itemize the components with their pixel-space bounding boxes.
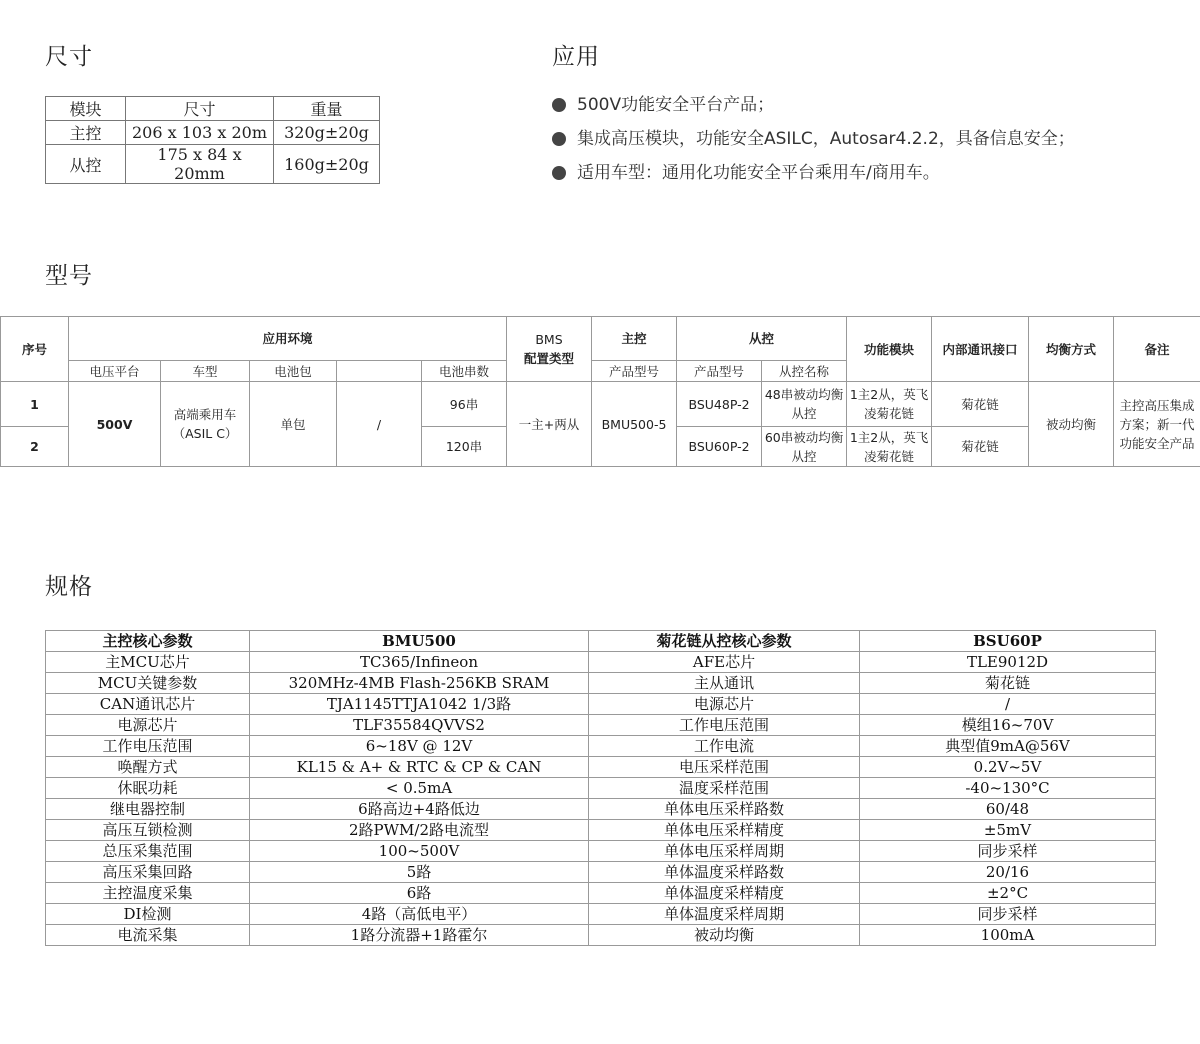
table-cell: 单体温度采样精度 [589,883,860,904]
vehicle-cell [161,382,250,467]
table-cell: 菊花链 [860,673,1156,694]
subheader-master-model: 产品型号 [592,361,677,382]
bms-type-cell: 一主+两从 [507,382,592,467]
bullet-icon [552,166,566,180]
table-cell: DI检测 [46,904,250,925]
list-item [552,122,1075,156]
table-cell: 唤醒方式 [46,757,250,778]
subheader-cells: 电池串数 [422,361,507,382]
func-cell: 1主2从，英飞凌菊花链 [847,382,932,427]
row-index: 1 [1,382,69,427]
table-cell: 单体温度采样周期 [589,904,860,925]
table-cell: 320g±20g [274,121,380,145]
list-item-text: 适用车型：通用化功能安全平台乘用车/商用车。 [577,163,940,183]
table-cell: 模组16~70V [860,715,1156,736]
subheader-voltage: 电压平台 [69,361,161,382]
table-cell: 工作电压范围 [589,715,860,736]
table-cell: / [860,694,1156,715]
model-heading: 型号 [45,263,93,289]
table-cell: 320MHz-4MB Flash-256KB SRAM [250,673,589,694]
dimensions-heading: 尺寸 [45,44,93,70]
pack-cell: 单包 [250,382,337,467]
application-heading: 应用 [552,44,600,70]
table-cell: 高压采集回路 [46,862,250,883]
comm-cell: 菊花链 [932,427,1029,467]
table-cell: -40~130°C [860,778,1156,799]
table-cell: TJA1145TTJA1042 1/3路 [250,694,589,715]
table-cell: 单体电压采样精度 [589,820,860,841]
table-cell: ±5mV [860,820,1156,841]
voltage-cell: 500V [69,382,161,467]
table-row [46,799,1156,820]
table-header-cell: 模块 [46,97,126,121]
table-row [46,121,380,145]
table-row [46,757,1156,778]
table-row [46,694,1156,715]
table-row [1,382,1200,427]
table-cell: 被动均衡 [589,925,860,946]
remark-cell: 主控高压集成方案；新一代功能安全产品 [1114,382,1200,467]
comm-cell: 菊花链 [932,382,1029,427]
table-cell: 休眠功耗 [46,778,250,799]
table-row [46,904,1156,925]
subheader-pack: 电池包 [250,361,337,382]
table-cell: 电源芯片 [46,715,250,736]
table-row [46,883,1156,904]
spec-table [45,630,1156,946]
list-item-text: 集成高压模块，功能安全ASILC，Autosar4.2.2，具备信息安全； [577,129,1075,149]
table-cell: TC365/Infineon [250,652,589,673]
bullet-icon [552,132,566,146]
table-cell: TLE9012D [860,652,1156,673]
table-cell: 主控温度采集 [46,883,250,904]
table-cell: 6~18V @ 12V [250,736,589,757]
header-bms [507,317,592,382]
subheader-blank [337,361,422,382]
slave-name-cell: 48串被动均衡从控 [762,382,847,427]
dimensions-table [45,96,380,184]
header-balance: 均衡方式 [1029,317,1114,382]
table-cell: 继电器控制 [46,799,250,820]
table-cell: 60/48 [860,799,1156,820]
table-cell: 175 x 84 x 20mm [126,145,274,184]
table-header-cell: 重量 [274,97,380,121]
table-cell: < 0.5mA [250,778,589,799]
header-index: 序号 [1,317,69,382]
table-cell: 6路 [250,883,589,904]
table-cell: 主控 [46,121,126,145]
header-comm: 内部通讯接口 [932,317,1029,382]
slave-name-cell: 60串被动均衡从控 [762,427,847,467]
table-cell: 从控 [46,145,126,184]
table-cell: 高压互锁检测 [46,820,250,841]
table-header-cell: 菊花链从控核心参数 [589,631,860,652]
func-cell: 1主2从，英飞凌菊花链 [847,427,932,467]
list-item [552,88,1075,122]
slave-model-cell: BSU60P-2 [677,427,762,467]
table-cell: 电压采样范围 [589,757,860,778]
list-item [552,156,1075,190]
table-cell: 1路分流器+1路霍尔 [250,925,589,946]
table-row [46,778,1156,799]
header-bms-line1: BMS [535,332,563,347]
table-cell: MCU关键参数 [46,673,250,694]
header-master: 主控 [592,317,677,361]
table-row [46,736,1156,757]
balance-cell: 被动均衡 [1029,382,1114,467]
table-header-cell: BMU500 [250,631,589,652]
vehicle-line1: 高端乘用车 [173,407,237,422]
specs-heading: 规格 [45,574,93,600]
table-row [46,145,380,184]
table-row [46,820,1156,841]
table-cell: 6路高边+4路低边 [250,799,589,820]
table-cell: 电流采集 [46,925,250,946]
table-row [46,925,1156,946]
table-cell: 工作电流 [589,736,860,757]
table-cell: TLF35584QVVS2 [250,715,589,736]
table-header-cell: BSU60P [860,631,1156,652]
table-row [46,841,1156,862]
table-cell: 电源芯片 [589,694,860,715]
table-cell: 典型值9mA@56V [860,736,1156,757]
header-remark: 备注 [1114,317,1200,382]
table-cell: 4路（高低电平） [250,904,589,925]
table-cell: 160g±20g [274,145,380,184]
table-row [46,97,380,121]
cells-cell: 96串 [422,382,507,427]
table-cell: 0.2V~5V [860,757,1156,778]
header-slave: 从控 [677,317,847,361]
table-header-cell: 尺寸 [126,97,274,121]
table-cell: 单体电压采样路数 [589,799,860,820]
application-list [552,88,1075,190]
table-row [46,862,1156,883]
table-cell: 20/16 [860,862,1156,883]
table-cell: 2路PWM/2路电流型 [250,820,589,841]
table-row [46,652,1156,673]
table-cell: 工作电压范围 [46,736,250,757]
table-row [46,715,1156,736]
header-func: 功能模块 [847,317,932,382]
subheader-vehicle: 车型 [161,361,250,382]
table-cell: 单体电压采样周期 [589,841,860,862]
slave-model-cell: BSU48P-2 [677,382,762,427]
table-cell: 单体温度采样路数 [589,862,860,883]
table-cell: 温度采样范围 [589,778,860,799]
table-cell: 100~500V [250,841,589,862]
table-cell: KL15 & A+ & RTC & CP & CAN [250,757,589,778]
table-header-cell: 主控核心参数 [46,631,250,652]
table-row [46,673,1156,694]
header-bms-line2: 配置类型 [524,351,575,366]
subheader-slave-name: 从控名称 [762,361,847,382]
table-cell: 100mA [860,925,1156,946]
table-cell: 206 x 103 x 20m [126,121,274,145]
table-cell: AFE芯片 [589,652,860,673]
table-cell: ±2°C [860,883,1156,904]
table-cell: CAN通讯芯片 [46,694,250,715]
table-cell: 5路 [250,862,589,883]
table-cell: 总压采集范围 [46,841,250,862]
table-cell: 主从通讯 [589,673,860,694]
row-index: 2 [1,427,69,467]
table-row [46,631,1156,652]
table-cell: 主MCU芯片 [46,652,250,673]
empty-cell: / [337,382,422,467]
table-row [1,317,1200,361]
cells-cell: 120串 [422,427,507,467]
model-table [0,316,1200,467]
master-model-cell: BMU500-5 [592,382,677,467]
list-item-text: 500V功能安全平台产品； [577,95,775,115]
subheader-slave-model: 产品型号 [677,361,762,382]
bullet-icon [552,98,566,112]
vehicle-line2: （ASIL C） [172,426,238,441]
table-cell: 同步采样 [860,841,1156,862]
header-env: 应用环境 [69,317,507,361]
table-cell: 同步采样 [860,904,1156,925]
